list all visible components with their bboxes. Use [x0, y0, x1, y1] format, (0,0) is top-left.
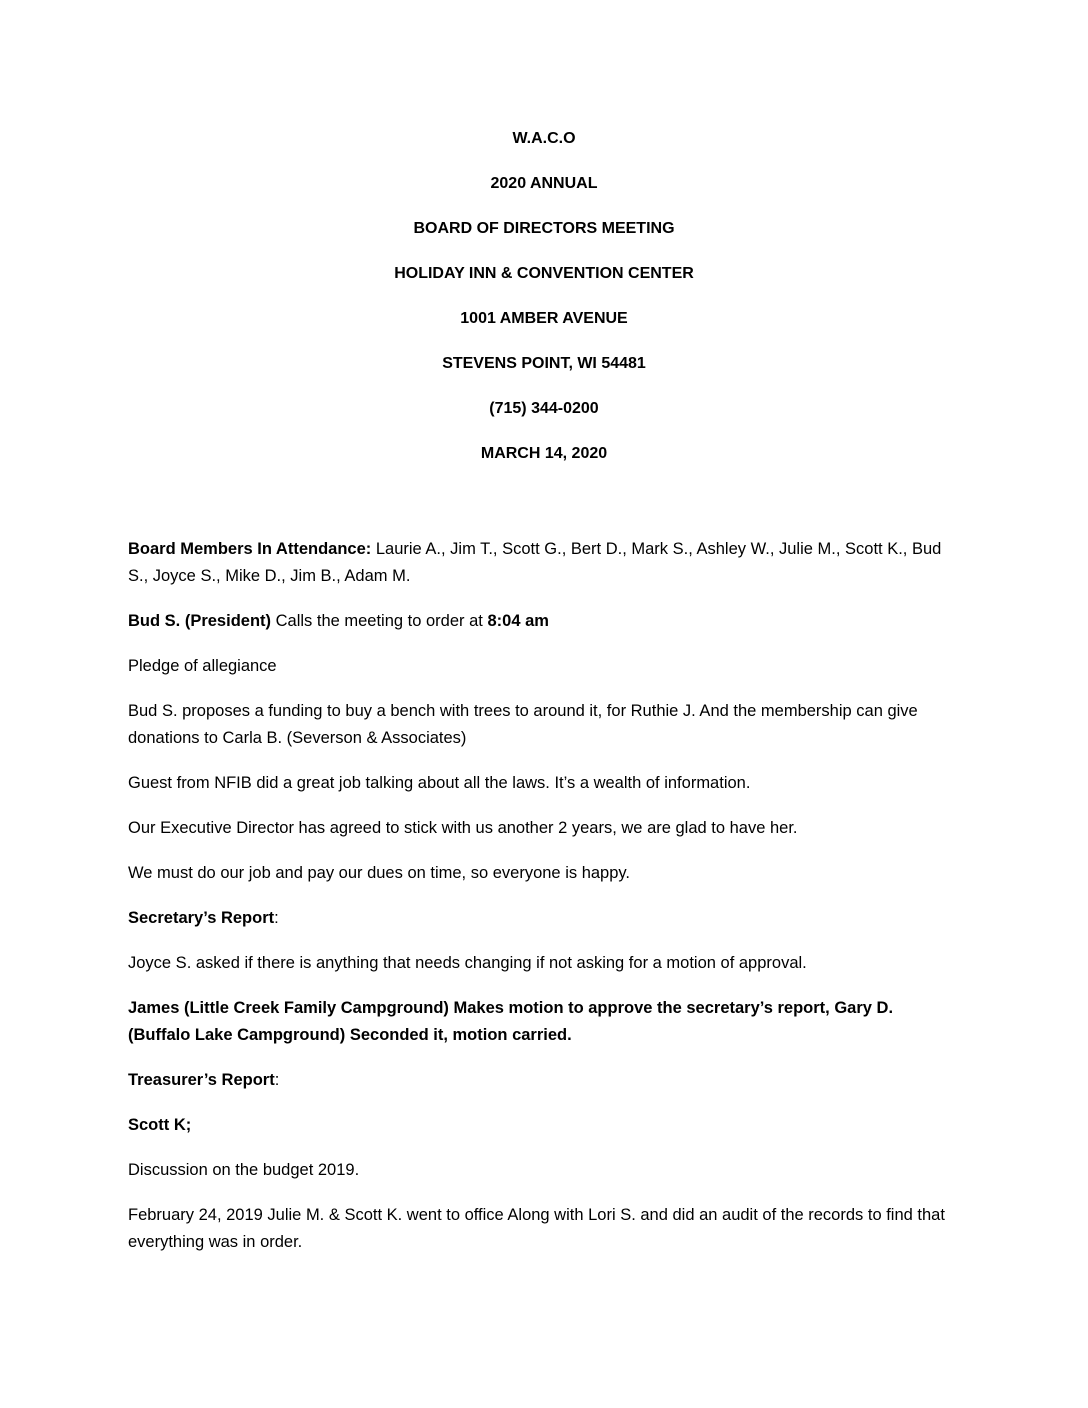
call-to-order-time: 8:04 am: [487, 612, 549, 630]
treasurer-name-paragraph: Scott K;: [128, 1116, 192, 1134]
venue-phone: (715) 344-0200: [489, 400, 599, 417]
venue-city: STEVENS POINT, WI 54481: [442, 355, 646, 372]
call-to-order-speaker: Bud S. (President): [128, 612, 272, 630]
audit-paragraph: February 24, 2019 Julie M. & Scott K. went to office Along with Lori S. and did an audit of the records to find that everything was in order.: [128, 1206, 945, 1251]
meeting-date: MARCH 14, 2020: [480, 445, 608, 462]
venue-street: 1001 AMBER AVENUE: [460, 310, 628, 327]
treasurer-heading-paragraph: [128, 1067, 958, 1094]
budget-paragraph: Discussion on the budget 2019.: [128, 1161, 360, 1179]
guest-paragraph: Guest from NFIB did a great job talking about all the laws. It’s a wealth of information.: [128, 774, 751, 792]
secretary-heading: Secretary’s Report: [128, 909, 275, 927]
director-paragraph: Our Executive Director has agreed to stick with us another 2 years, we are glad to have her.: [128, 819, 798, 837]
secretary-heading-paragraph: [128, 905, 958, 932]
dues-paragraph: We must do our job and pay our dues on time, so everyone is happy.: [128, 864, 631, 882]
org-name: W.A.C.O: [512, 130, 576, 147]
minutes-body: [128, 536, 958, 1274]
meeting-title: BOARD OF DIRECTORS MEETING: [413, 220, 675, 237]
attendance-list: Laurie A., Jim T., Scott G., Bert D., Mark S., Ashley W., Julie M., Scott K., Bud S., Joyce S., Mike D., Jim B., Adam M.: [128, 540, 942, 585]
secretary-question-paragraph: Joyce S. asked if there is anything that needs changing if not asking for a motion of approval.: [128, 954, 807, 972]
treasurer-heading: Treasurer’s Report: [128, 1071, 275, 1089]
meeting-header: [0, 128, 1088, 488]
call-to-order-text: Calls the meeting to order at: [271, 612, 488, 630]
treasurer-heading-colon: :: [274, 1071, 280, 1089]
call-to-order-paragraph: [128, 608, 958, 635]
venue-name: HOLIDAY INN & CONVENTION CENTER: [394, 265, 694, 282]
meeting-year: 2020 ANNUAL: [490, 175, 598, 192]
bench-proposal-paragraph: Bud S. proposes a funding to buy a bench with trees to around it, for Ruthie J. And the membership can give donations to Carla B. (Severson & Associates): [128, 702, 918, 747]
attendance-paragraph: [128, 536, 958, 590]
pledge-paragraph: Pledge of allegiance: [128, 657, 277, 675]
attendance-label: Board Members In Attendance:: [128, 540, 372, 558]
secretary-heading-colon: :: [274, 909, 279, 927]
secretary-motion-paragraph: James (Little Creek Family Campground) Makes motion to approve the secretary’s report, Gary D. (Buffalo Lake Campground) Seconded it, motion carried.: [128, 999, 894, 1044]
